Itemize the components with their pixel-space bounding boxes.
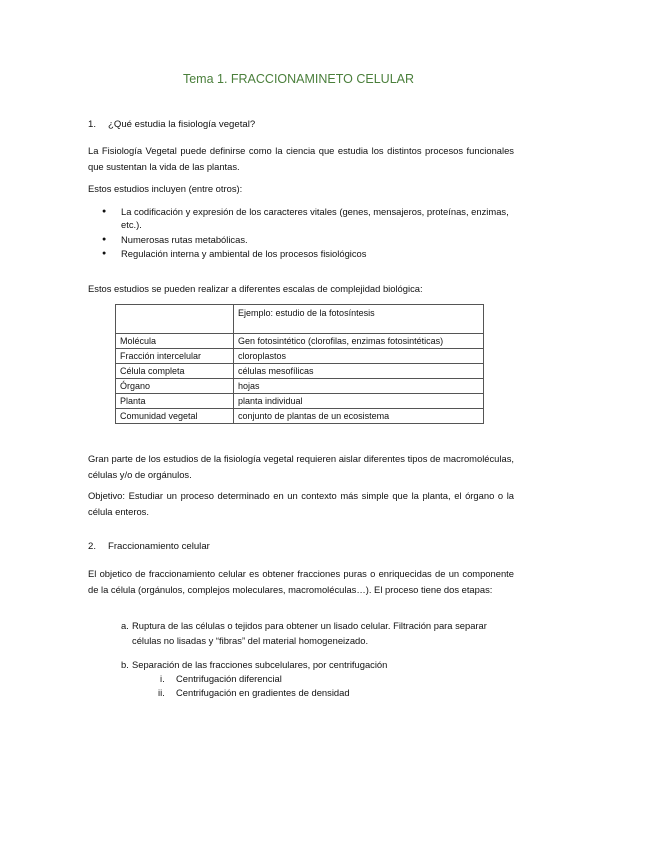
table-header-cell (116, 305, 234, 334)
table-cell-level: Órgano (116, 379, 234, 394)
page-title: Tema 1. FRACCIONAMINETO CELULAR (182, 72, 415, 86)
step-item (88, 618, 514, 648)
substep-item (88, 672, 514, 686)
step-text: Ruptura de las células o tejidos para obtener un lisado celular. Filtración para separar células no lisadas y “fibras” del material homogeneizado. (132, 620, 487, 646)
section-1-heading (88, 119, 255, 130)
table-row (116, 334, 484, 349)
objective-paragraph: Objetivo: Estudiar un proceso determinado en un contexto más simple que la planta, el órgano o la célula enteros. (88, 490, 514, 517)
substep-text: Centrifugación en gradientes de densidad (176, 687, 350, 698)
substep-text: Centrifugación diferencial (176, 673, 282, 684)
table-cell-example: conjunto de plantas de un ecosistema (234, 409, 484, 424)
step-text: Separación de las fracciones subcelulares, por centrifugación (132, 659, 388, 670)
table-cell-level: Comunidad vegetal (116, 409, 234, 424)
table-header-cell: Ejemplo: estudio de la fotosíntesis (234, 305, 484, 334)
table-row (116, 364, 484, 379)
step-marker: b. (121, 659, 129, 670)
section-2-heading-text: Fraccionamiento celular (108, 541, 210, 552)
section-2-number: 2. (88, 541, 97, 552)
includes-label: Estos estudios incluyen (entre otros): (88, 183, 243, 194)
table-header-row (116, 305, 484, 334)
table-row (116, 379, 484, 394)
bullet-item: ● La codificación y expresión de los caracteres vitales (genes, mensajeros, proteínas, enzimas, etc.). (88, 205, 514, 231)
section-2-intro: El objetico de fraccionamiento celular es obtener fracciones puras o enriquecidas de un componente de la célula (orgánulos, complejos moleculares, macromoléculas…). El proceso tiene dos etapas: (88, 568, 514, 595)
table-cell-example: planta individual (234, 394, 484, 409)
scales-table (115, 304, 484, 424)
table-cell-level: Planta (116, 394, 234, 409)
step-marker: a. (121, 620, 129, 631)
table-row (116, 349, 484, 364)
bullet-list (88, 205, 514, 262)
table-cell-example: Gen fotosintético (clorofilas, enzimas fotosintéticas) (234, 334, 484, 349)
bullet-item: ● Regulación interna y ambiental de los procesos fisiológicos (88, 247, 514, 260)
substep-marker: ii. (158, 687, 165, 698)
table-cell-example: hojas (234, 379, 484, 394)
table-cell-example: células mesofílicas (234, 364, 484, 379)
table-row (116, 394, 484, 409)
section-1-heading-text: ¿Qué estudia la fisiología vegetal? (108, 119, 256, 130)
table-cell-level: Célula completa (116, 364, 234, 379)
step-list-b (88, 658, 514, 700)
table-cell-level: Fracción intercelular (116, 349, 234, 364)
scales-intro: Estos estudios se pueden realizar a diferentes escalas de complejidad biológica: (88, 283, 423, 294)
bullet-item: ● Numerosas rutas metabólicas. (88, 233, 514, 246)
section-2-heading (88, 541, 210, 552)
isolation-paragraph: Gran parte de los estudios de la fisiología vegetal requieren aislar diferentes tipos de macromoléculas, células y/o de orgánulos. (88, 453, 514, 480)
section-1-number: 1. (88, 119, 97, 130)
table-cell-level: Molécula (116, 334, 234, 349)
substep-marker: i. (160, 673, 165, 684)
substep-item (88, 686, 514, 700)
section-1-intro: La Fisiología Vegetal puede definirse como la ciencia que estudia los distintos procesos funcionales que sustentan la vida de las plantas. (88, 145, 514, 172)
step-list (88, 618, 514, 648)
table-cell-example: cloroplastos (234, 349, 484, 364)
step-item (88, 658, 514, 672)
table-row (116, 409, 484, 424)
